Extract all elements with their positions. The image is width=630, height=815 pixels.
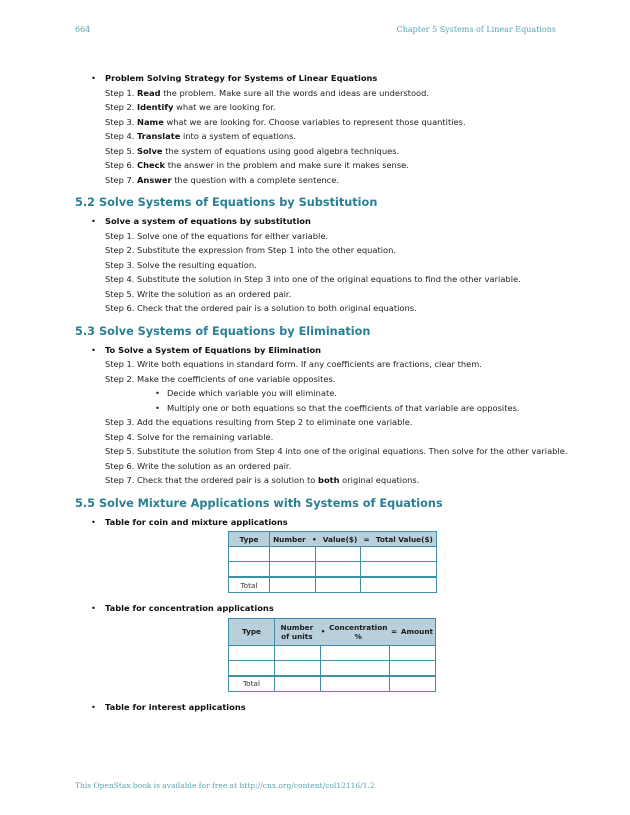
table-cell[interactable]	[270, 547, 316, 562]
header-group	[270, 532, 437, 547]
step-label: Step 2.	[105, 102, 135, 112]
chapter-title: Chapter 5 Systems of Linear Equations	[396, 25, 556, 34]
step-text: Make the coefficients of one variable opposites.	[137, 373, 336, 384]
bullet-title: • Table for coin and mixture applications	[105, 515, 565, 530]
step-item	[105, 473, 565, 488]
step-emphasis: Answer	[137, 174, 172, 185]
step-text: the question with a complete sentence.	[171, 174, 339, 185]
header-value: Value($)	[322, 534, 358, 544]
step-emphasis: both	[318, 475, 340, 485]
step-label: Step 7.	[105, 174, 135, 185]
step-label: Step 6.	[105, 460, 135, 471]
bullet-title: • Table for interest applications	[105, 700, 565, 715]
step-emphasis: Read	[137, 87, 161, 98]
table-cell[interactable]	[361, 577, 437, 593]
table-row	[229, 645, 436, 660]
section-5-5	[75, 496, 565, 715]
step-emphasis: Solve	[137, 145, 163, 156]
strategy-title: • Problem Solving Strategy for Systems of Linear Equations	[105, 71, 565, 86]
step-text: the system of equations using good algebra techniques.	[162, 145, 400, 156]
section-heading: 5.5 Solve Mixture Applications with Systems of Equations	[75, 496, 443, 510]
step-item	[105, 258, 565, 273]
total-label: Total	[229, 676, 275, 692]
bullet-title: • Table for concentration applications	[105, 601, 565, 616]
step-item	[105, 100, 565, 115]
step-item	[105, 158, 565, 173]
step-text: original equations.	[339, 475, 420, 485]
step-item	[105, 173, 565, 188]
step-item	[105, 144, 565, 159]
step-text: Add the equations resulting from Step 2 to eliminate one variable.	[137, 417, 413, 427]
step-label: Step 5.	[105, 145, 135, 156]
section-5-2	[75, 195, 565, 316]
step-item	[105, 301, 565, 316]
table-cell[interactable]	[229, 562, 270, 578]
step-item	[105, 372, 565, 387]
step-item	[105, 357, 565, 372]
table-header-row	[229, 618, 436, 645]
page-number: 664	[75, 25, 91, 34]
table-cell[interactable]	[390, 660, 436, 676]
table-cell[interactable]	[270, 562, 316, 578]
step-item	[105, 459, 565, 474]
total-label: Total	[229, 577, 270, 593]
step-emphasis: Identify	[137, 102, 174, 112]
table-cell[interactable]	[229, 547, 270, 562]
step-text: Write the solution as an ordered pair.	[137, 288, 292, 299]
step-label: Step 5.	[105, 446, 135, 456]
table-cell[interactable]	[321, 645, 390, 660]
step-text: Solve for the remaining variable.	[137, 431, 274, 442]
step-text: Write the solution as an ordered pair.	[137, 460, 292, 471]
bullet-title: • To Solve a System of Equations by Elimination	[105, 343, 565, 358]
coin-mixture-table	[228, 531, 437, 593]
header-amount: Amount	[400, 627, 434, 636]
equals-symbol: =	[363, 534, 370, 544]
sub-bullet-item: • Multiply one or both equations so that the coefficients of that variable are opposites.	[167, 401, 565, 416]
step-item	[105, 415, 565, 430]
step-label: Step 1.	[105, 359, 135, 369]
table-cell[interactable]	[229, 660, 275, 676]
step-label: Step 4.	[105, 274, 135, 284]
table-cell[interactable]	[361, 547, 437, 562]
footer-link[interactable]: This OpenStax book is available for free at http://cnx.org/content/col12116/1.2	[75, 781, 375, 790]
table-cell[interactable]	[316, 547, 361, 562]
step-emphasis: Translate	[137, 131, 181, 141]
page-content	[75, 71, 568, 714]
table-cell[interactable]	[316, 577, 361, 593]
header-type: Type	[229, 532, 270, 547]
table-total-row	[229, 577, 437, 593]
strategy-block	[75, 71, 565, 187]
header-number: Number	[273, 534, 306, 544]
strategy-steps	[75, 86, 565, 188]
table-cell[interactable]	[275, 660, 321, 676]
step-label: Step 6.	[105, 160, 135, 170]
section-5-3	[75, 324, 568, 488]
step-label: Step 3.	[105, 259, 135, 270]
table-total-row	[229, 676, 436, 692]
table-cell[interactable]	[275, 676, 321, 692]
step-item	[105, 229, 565, 244]
step-label: Step 3.	[105, 417, 135, 427]
multiply-symbol: •	[320, 627, 326, 636]
equals-symbol: =	[390, 627, 398, 636]
step-item	[105, 115, 565, 130]
table-row	[229, 547, 437, 562]
step-label: Step 5.	[105, 288, 135, 299]
step-label: Step 1.	[105, 230, 135, 241]
header-number-of-units: Number of units	[280, 622, 314, 641]
step-label: Step 3.	[105, 116, 135, 127]
step-text: Check that the ordered pair is a solution to both original equations.	[137, 303, 417, 313]
step-item	[105, 444, 568, 459]
substitution-steps	[75, 229, 565, 316]
step-label: Step 7.	[105, 475, 135, 485]
step-item	[105, 430, 565, 445]
step-text: the answer in the problem and make sure it makes sense.	[165, 160, 409, 170]
table-cell[interactable]	[390, 676, 436, 692]
table-cell[interactable]	[229, 645, 275, 660]
header-type: Type	[229, 618, 275, 645]
table-cell[interactable]	[321, 676, 390, 692]
table-cell[interactable]	[275, 645, 321, 660]
table-row	[229, 660, 436, 676]
section-heading: 5.3 Solve Systems of Equations by Elimination	[75, 324, 371, 338]
step-label: Step 4.	[105, 431, 135, 442]
table-header-row	[229, 532, 437, 547]
step-label: Step 6.	[105, 303, 135, 313]
step-text: the problem. Make sure all the words and ideas are understood.	[160, 87, 429, 98]
step-text: into a system of equations.	[180, 131, 297, 141]
step-label: Step 4.	[105, 131, 135, 141]
step-emphasis: Check	[137, 160, 166, 170]
step-label: Step 2.	[105, 245, 135, 255]
header-concentration: Concentration %	[329, 622, 388, 641]
step-text: Solve one of the equations for either variable.	[137, 230, 329, 241]
header-total-value: Total Value($)	[375, 534, 433, 544]
step-text: Check that the ordered pair is a solution to	[137, 475, 318, 485]
step-item	[105, 287, 565, 302]
step-text: Write both equations in standard form. If any coefficients are fractions, clear them.	[137, 359, 482, 369]
step-text: Substitute the solution in Step 3 into one of the original equations to find the other variable.	[137, 274, 521, 284]
table-cell[interactable]	[321, 660, 390, 676]
sub-bullet-item: • Decide which variable you will eliminate.	[167, 386, 565, 401]
bullet-title: • Solve a system of equations by substitution	[105, 214, 565, 229]
concentration-table	[228, 618, 436, 692]
step-item	[105, 86, 565, 101]
step-text: Solve the resulting equation.	[137, 259, 257, 270]
header-group	[275, 618, 436, 645]
step-item	[105, 243, 565, 258]
step-text: what we are looking for. Choose variables to represent those quantities.	[163, 116, 466, 127]
step-label: Step 1.	[105, 87, 135, 98]
section-heading: 5.2 Solve Systems of Equations by Substitution	[75, 196, 378, 209]
table-cell[interactable]	[270, 577, 316, 593]
table-row	[229, 562, 437, 578]
step-emphasis: Name	[137, 116, 164, 127]
table-cell[interactable]	[361, 562, 437, 578]
step-item	[105, 272, 565, 287]
table-cell[interactable]	[390, 645, 436, 660]
step-label: Step 2.	[105, 373, 135, 384]
step-text: Substitute the solution from Step 4 into one of the original equations. Then solve for the other variable.	[137, 446, 568, 456]
step-text: Substitute the expression from Step 1 into the other equation.	[137, 245, 396, 255]
step-text: what we are looking for.	[173, 102, 276, 112]
multiply-symbol: •	[311, 534, 317, 544]
table-cell[interactable]	[316, 562, 361, 578]
step-item	[105, 129, 565, 144]
